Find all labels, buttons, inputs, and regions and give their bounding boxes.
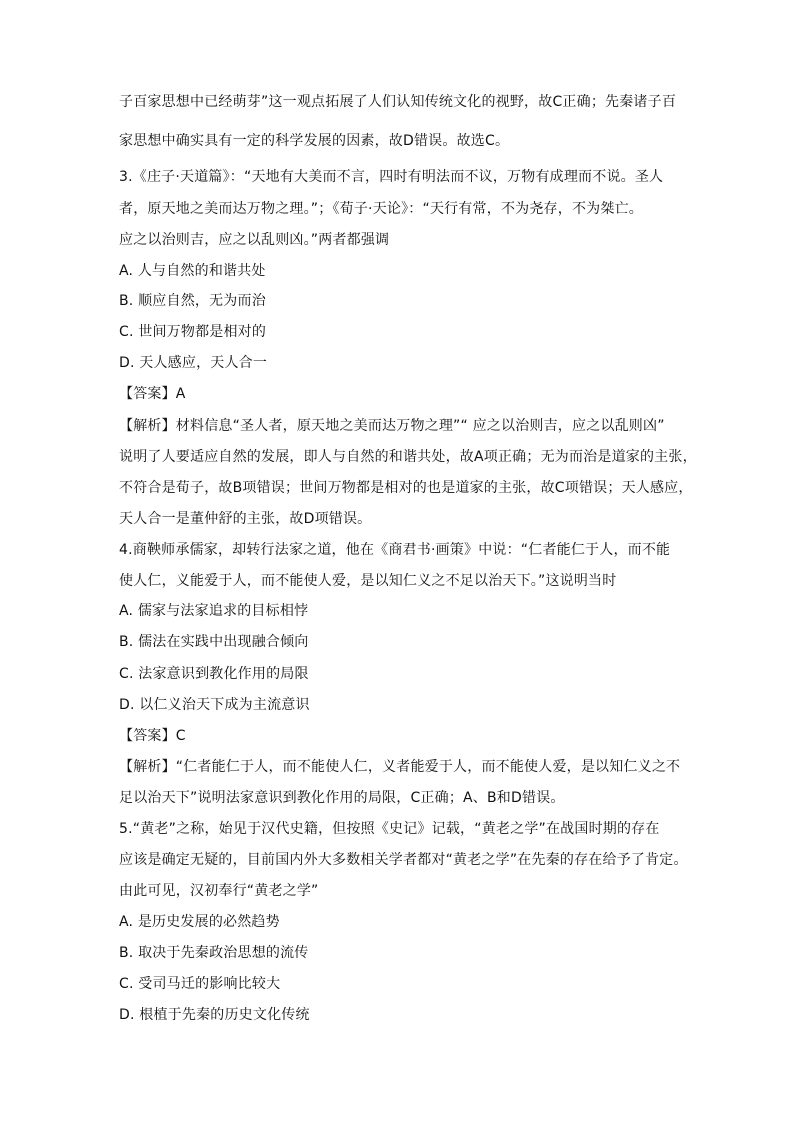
text-line-1: 子百家思想中已经萌芽”这一观点拓展了人们认知传统文化的视野，故C正确；先秦诸子百: [119, 94, 677, 110]
text-line-2: 家思想中确实具有一定的科学发展的因素，故D错误。故选C。: [119, 133, 510, 149]
question-4-option-a: A. 儒家与法家追求的目标相悖: [119, 603, 309, 619]
question-4-option-d: D. 以仁义治天下成为主流意识: [119, 697, 310, 713]
question-5-option-d: D. 根植于先秦的历史文化传统: [119, 1007, 310, 1023]
question-4-analysis-line-2: 足以治天下”说明法家意识到教化作用的局限，C正确；A、B和D错误。: [119, 790, 565, 806]
question-3-option-c: C. 世间万物都是相对的: [119, 324, 267, 340]
question-3-analysis-line-2: 说明了人要适应自然的发展，即人与自然的和谐共处，故A项正确；无为而治是道家的主张，: [119, 449, 697, 465]
question-5-line-1: 5.“黄老”之称，始见于汉代史籍，但按照《史记》记载，“黄老之学”在战国时期的存在: [119, 821, 660, 837]
question-3-line-1: 3.《庄子·天道篇》：“天地有大美而不言，四时有明法而不议，万物有成理而不说。圣人: [119, 169, 664, 185]
question-4-line-1: 4.商鞅师承儒家，却转行法家之道，他在《商君书·画策》中说：“仁者能仁于人，而不能: [119, 542, 671, 558]
question-3-analysis-line-1: 【解析】材料信息“圣人者，原天地之美而达万物之理”“ 应之以治则吉，应之以乱则凶”: [119, 418, 665, 434]
question-3-line-2: 者，原天地之美而达万物之理。”；《荀子·天论》：“天行有常，不为尧存，不为桀亡。: [119, 201, 643, 217]
question-4-answer: 【答案】C: [119, 728, 186, 744]
question-3-option-b: B. 顺应自然，无为而治: [119, 293, 266, 309]
question-5-line-3: 由此可见，汉初奉行“黄老之学”: [119, 883, 319, 899]
question-5-line-2: 应该是确定无疑的，目前国内外大多数相关学者都对“黄老之学”在先秦的存在给予了肯定。: [119, 852, 688, 868]
question-5-option-c: C. 受司马迁的影响比较大: [119, 976, 281, 992]
question-5-option-b: B. 取决于先秦政治思想的流传: [119, 945, 309, 961]
question-3-line-3: 应之以治则吉，应之以乱则凶。”两者都强调: [119, 232, 390, 248]
question-3-analysis-line-4: 天人合一是董仲舒的主张，故D项错误。: [119, 511, 372, 527]
question-4-option-c: C. 法家意识到教化作用的局限: [119, 666, 309, 682]
question-3-answer: 【答案】A: [119, 386, 186, 402]
question-5-option-a: A. 是历史发展的必然趋势: [119, 914, 280, 930]
question-4-line-2: 使人仁，义能爱于人，而不能使人爱，是以知仁义之不足以治天下。”这说明当时: [119, 573, 617, 589]
question-4-analysis-line-1: 【解析】“仁者能仁于人，而不能使人仁，义者能爱于人，而不能使人爱，是以知仁义之不: [119, 759, 681, 775]
question-4-option-b: B. 儒法在实践中出现融合倾向: [119, 634, 309, 650]
question-3-option-a: A. 人与自然的和谐共处: [119, 263, 266, 279]
question-3-option-d: D. 天人感应，天人合一: [119, 355, 268, 371]
question-3-analysis-line-3: 不符合是荀子，故B项错误；世间万物都是相对的也是道家的主张，故C项错误；天人感应，: [119, 480, 693, 496]
